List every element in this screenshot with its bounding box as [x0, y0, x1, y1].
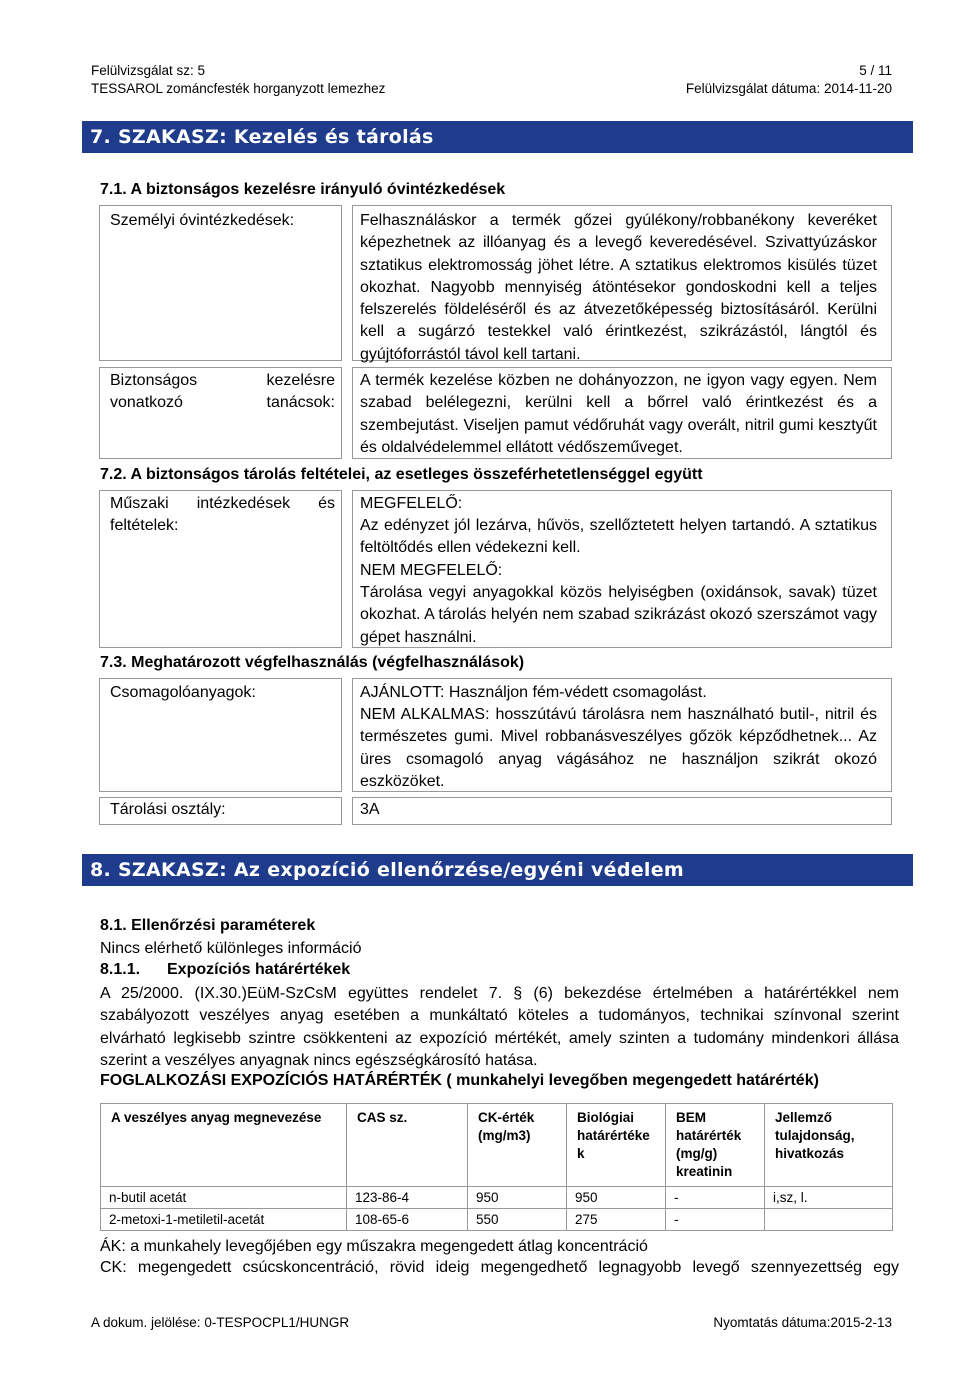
cell-ck: 950	[468, 1187, 567, 1209]
storage-class-label: Tárolási osztály:	[110, 801, 226, 818]
cell-property	[765, 1209, 893, 1231]
storage-nok-text: Tárolása vegyi anyagokkal közös helyiségben (oxidánsok, savak) tüzet okozhat. A tárolás helyén nem szabad szikrázást okozó szerszámot vagy gépet használni.	[360, 584, 877, 646]
cell-bio-limit: 275	[567, 1209, 666, 1231]
revision-date: Felülvizsgálat dátuma: 2014-11-20	[685, 81, 892, 96]
exposure-limits-table	[100, 1103, 893, 1231]
pack-label: Csomagolóanyagok:	[110, 684, 256, 701]
revision-number: Felülvizsgálat sz: 5	[91, 63, 206, 78]
section-7-1-heading: 7.1. A biztonságos kezelésre irányuló óvintézkedések	[100, 181, 506, 198]
storage-ok-text: Az edényzet jól lezárva, hűvös, szellőztetett helyen tartandó. A sztatikus feltöltődés ellen védekezni kell.	[360, 517, 877, 557]
section-7-3-heading: 7.3. Meghatározott végfelhasználás (végfelhasználások)	[100, 654, 525, 671]
section-7-title: 7. SZAKASZ: Kezelés és tárolás	[82, 121, 913, 153]
cell-ck: 550	[468, 1209, 567, 1231]
cell-cas: 108-65-6	[347, 1209, 468, 1231]
header-substance: A veszélyes anyag megnevezése	[101, 1104, 347, 1187]
advice-text: A termék kezelése közben ne dohányozzon, ne igyon vagy egyen. Nem szabad belélegezni, kerülni kell a bőrrel való érintkezést és a szembejutást. Viseljen pamut védőruhát vagy overált, nitril gumi kesztyűt és oldalvédelemmel ellátott védőszeműveget.	[360, 372, 877, 456]
document-id: A dokum. jelölése: 0-TESPOCPL1/HUNGR	[91, 1315, 350, 1330]
storage-label: Műszaki intézkedések és feltételek:	[110, 495, 335, 535]
section-7-2-heading: 7.2. A biztonságos tárolás feltételei, az esetleges összeférhetetlenséggel együtt	[100, 466, 703, 483]
cell-cas: 123-86-4	[347, 1187, 468, 1209]
header-bem: BEM határérték (mg/g) kreatinin	[666, 1104, 765, 1187]
class-value-box	[352, 797, 892, 825]
section-8-title: 8. SZAKASZ: Az expozíció ellenőrzése/egyéni védelem	[82, 854, 913, 886]
section-8-1-heading: 8.1. Ellenőrzési paraméterek	[100, 917, 316, 934]
cell-bio-limit: 950	[567, 1187, 666, 1209]
header-bio-limit: Biológiai határértéke k	[567, 1104, 666, 1187]
cell-property: i,sz, l.	[765, 1187, 893, 1209]
cell-substance: n-butil acetát	[101, 1187, 347, 1209]
storage-nok-title: NEM MEGFELELŐ:	[360, 562, 503, 579]
note-ak: ÁK: a munkahely levegőjében egy műszakra megengedett átlag koncentráció	[100, 1238, 648, 1255]
storage-ok-title: MEGFELELŐ:	[360, 495, 463, 512]
header-ck: CK-érték (mg/m3)	[468, 1104, 567, 1187]
print-date: Nyomtatás dátuma:2015-2-13	[713, 1315, 892, 1330]
section-8-1-text: Nincs elérhető különleges információ	[100, 940, 362, 957]
section-8-1-1-text: A 25/2000. (IX.30.)EüM-SzCsM együttes rendelet 7. § (6) bekezdése értelmében a határértékkel nem szabályozott veszélyes anyag esetében a munkáltató köteles a tudományos, technikai színvonal szerint elvárható legkisebb szintre csökkenteni az expozíció mértékét, amely szinten a tudomány mindenkori állása szerint a veszélyes anyagnak nincs egészségkárosító hatása.	[100, 985, 899, 1069]
pack-not-suitable: NEM ALKALMAS: hosszútávú tárolásra nem használható butil-, nitril és természetes gumi. Mivel robbanásveszélyes gőzök képződhetnek... Az üres csomagoló anyag vágásához ne használjon szikrát okozó eszközöket.	[360, 706, 877, 790]
header-cas: CAS sz.	[347, 1104, 468, 1187]
page-number: 5 / 11	[859, 63, 892, 78]
pack-recommended: AJÁNLOTT: Használjon fém-védett csomagolást.	[360, 684, 707, 701]
advice-label: Biztonságos kezelésre vonatkozó tanácsok:	[110, 372, 335, 412]
note-ck: CK: megengedett csúcskoncentráció, rövid ideig megengedhető legnagyobb levegő szennyezettség egy	[100, 1259, 899, 1276]
product-name: TESSAROL zománcfesték horganyzott lemezhez	[91, 81, 386, 96]
header-property: Jellemző tulajdonság, hivatkozás	[765, 1104, 893, 1187]
section-8-1-1-number: 8.1.1.	[100, 961, 141, 978]
table-header-row	[101, 1104, 893, 1187]
personal-text: Felhasználáskor a termék gőzei gyúlékony/robbanékony keveréket képezhetnek az illóanyag és a levegő keveredésével. Szivattyúzáskor sztatikus elektromosság jöhet létre. A sztatikus elektromos kisülés tüzet okozhat. Nagyobb mennyiség átöntésekor gondoskodni kell a teljes felszerelés földeléséről és az átvezetőképesség biztosításáról. Kerülni kell a sugárzó testekkel való érintkezést, szikrázástól, lángtól és gyújtóforrástól távol kell tartani.	[360, 212, 877, 363]
cell-substance: 2-metoxi-1-metiletil-acetát	[101, 1209, 347, 1231]
storage-class-value: 3A	[360, 801, 380, 818]
table-row	[101, 1187, 893, 1209]
exposure-table-title: FOGLALKOZÁSI EXPOZÍCIÓS HATÁRÉRTÉK ( munkahelyi levegőben megengedett határérték)	[100, 1072, 819, 1089]
table-row	[101, 1209, 893, 1231]
cell-bem: -	[666, 1187, 765, 1209]
cell-bem: -	[666, 1209, 765, 1231]
personal-label: Személyi óvintézkedések:	[110, 212, 295, 229]
section-8-1-1-title: Expozíciós határértékek	[167, 961, 351, 978]
